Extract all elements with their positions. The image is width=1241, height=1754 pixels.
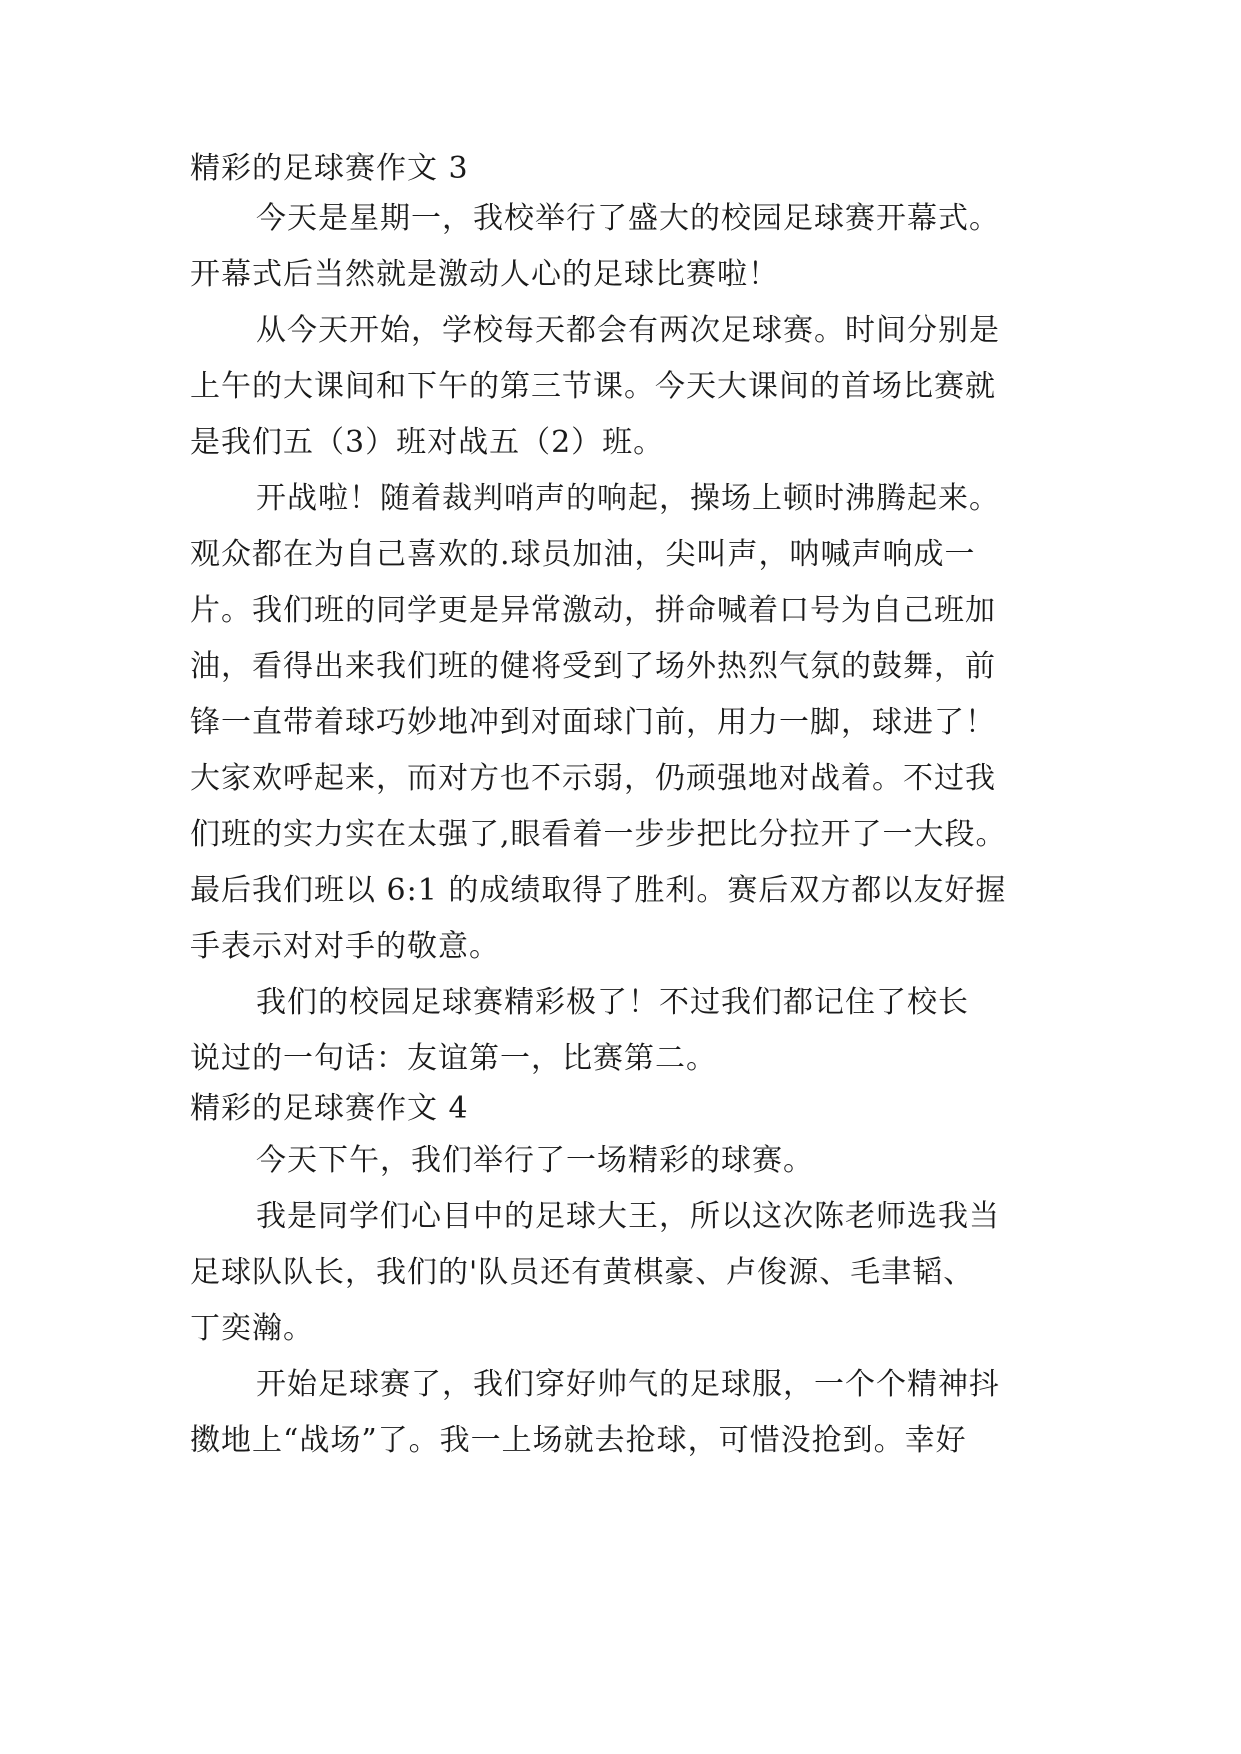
paragraph-line: 锋一直带着球巧妙地冲到对面球门前，用力一脚，球进了！	[190, 705, 996, 740]
paragraph-line: 开始足球赛了，我们穿好帅气的足球服，一个个精神抖	[256, 1367, 1000, 1402]
paragraph-line: 是我们五（3）班对战五（2）班。	[190, 425, 665, 460]
essay-title-3: 精彩的足球赛作文 3	[190, 151, 469, 186]
paragraph-line: 上午的大课间和下午的第三节课。今天大课间的首场比赛就	[190, 369, 996, 404]
paragraph-line: 足球队队长，我们的'队员还有黄棋豪、卢俊源、毛聿韬、	[190, 1255, 975, 1290]
paragraph-line: 说过的一句话：友谊第一，比赛第二。	[190, 1041, 717, 1076]
paragraph-line: 从今天开始，学校每天都会有两次足球赛。时间分别是	[256, 313, 1000, 348]
paragraph-line: 最后我们班以 6:1 的成绩取得了胜利。赛后双方都以友好握	[190, 873, 1007, 908]
paragraph-line: 手表示对对手的敬意。	[190, 929, 500, 964]
paragraph-line: 观众都在为自己喜欢的.球员加油，尖叫声，呐喊声响成一	[190, 537, 976, 572]
paragraph-line: 片。我们班的同学更是异常激动，拼命喊着口号为自己班加	[190, 593, 996, 628]
paragraph-line: 今天下午，我们举行了一场精彩的球赛。	[256, 1143, 814, 1178]
paragraph-line: 今天是星期一，我校举行了盛大的校园足球赛开幕式。	[256, 201, 1000, 236]
paragraph-line: 开幕式后当然就是激动人心的足球比赛啦！	[190, 257, 779, 292]
paragraph-line: 丁奕瀚。	[190, 1311, 314, 1346]
essay-title-4: 精彩的足球赛作文 4	[190, 1091, 469, 1126]
paragraph-line: 油，看得出来我们班的健将受到了场外热烈气氛的鼓舞，前	[190, 649, 996, 684]
paragraph-line: 们班的实力实在太强了,眼看着一步步把比分拉开了一大段。	[190, 817, 1007, 852]
paragraph-line: 大家欢呼起来，而对方也不示弱，仍顽强地对战着。不过我	[190, 761, 996, 796]
paragraph-line: 我是同学们心目中的足球大王，所以这次陈老师选我当	[256, 1199, 1000, 1234]
paragraph-line: 擞地上“战场”了。我一上场就去抢球，可惜没抢到。幸好	[190, 1423, 967, 1458]
paragraph-line: 我们的校园足球赛精彩极了！不过我们都记住了校长	[256, 985, 969, 1020]
paragraph-line: 开战啦！随着裁判哨声的响起，操场上顿时沸腾起来。	[256, 481, 1000, 516]
